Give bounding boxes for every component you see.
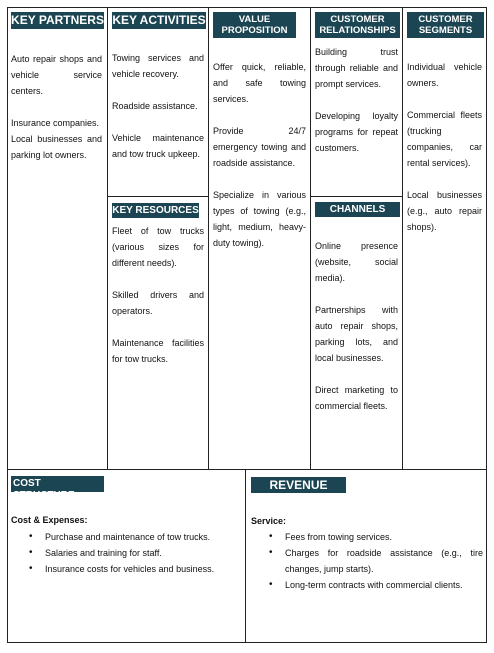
channels-text-1: Online presence (website, social media). bbox=[315, 241, 398, 283]
channels-text-3: Direct marketing to commercial fleets. bbox=[315, 385, 398, 411]
revenue-subtitle: Service: bbox=[251, 516, 287, 526]
value-proposition-text-2: Provide 24/7 emergency towing and roadside assistance. bbox=[213, 126, 306, 168]
divider-h-main bbox=[7, 469, 487, 470]
divider-v3 bbox=[310, 7, 311, 469]
customer-relationships-text-1: Building trust through reliable and prompt services. bbox=[315, 47, 398, 89]
cost-item-3: • Insurance costs for vehicles and business. bbox=[11, 561, 241, 577]
channels-content bbox=[315, 238, 398, 430]
cost-item-1: • Purchase and maintenance of tow trucks. bbox=[11, 529, 241, 545]
value-proposition-header bbox=[213, 12, 296, 38]
divider-h-relationships bbox=[310, 196, 403, 197]
channels-header bbox=[315, 202, 400, 217]
revenue-list bbox=[251, 529, 483, 593]
key-resources-text-2: Skilled drivers and operators. bbox=[112, 290, 204, 316]
divider-v2 bbox=[208, 7, 209, 469]
border-left bbox=[7, 7, 8, 643]
key-activities-title: KEY ACTIVITIES bbox=[112, 13, 206, 27]
customer-segments-text-1: Individual vehicle owners. bbox=[407, 62, 482, 88]
customer-segments-text-2: Commercial fleets (trucking companies, car rental services). bbox=[407, 110, 482, 168]
channels-title: CHANNELS bbox=[329, 204, 386, 215]
customer-relationships-title-2: RELATIONSHIPS bbox=[319, 25, 396, 36]
cost-item-2: • Salaries and training for staff. bbox=[11, 545, 241, 561]
customer-relationships-header bbox=[315, 12, 400, 38]
key-partners-content bbox=[11, 51, 102, 179]
revenue-item-2: • Charges for roadside assistance (e.g., tire changes, jump starts). bbox=[251, 545, 483, 577]
customer-segments-title-1: CUSTOMER bbox=[418, 14, 473, 25]
cost-structure-list bbox=[11, 529, 241, 577]
key-partners-text-2: Insurance companies. bbox=[11, 118, 100, 128]
key-resources-text-1: Fleet of tow trucks (various sizes for different needs). bbox=[112, 226, 204, 268]
customer-relationships-title-1: CUSTOMER bbox=[330, 14, 385, 25]
key-activities-text-1: Towing services and vehicle recovery. bbox=[112, 53, 204, 79]
customer-relationships-text-2: Developing loyalty programs for repeat customers. bbox=[315, 111, 398, 153]
value-proposition-text-1: Offer quick, reliable, and safe towing services. bbox=[213, 62, 306, 104]
divider-h-activities bbox=[107, 196, 209, 197]
key-partners-title: KEY PARTNERS bbox=[11, 13, 104, 27]
customer-relationships-content bbox=[315, 44, 398, 172]
border-top bbox=[7, 7, 487, 8]
key-resources-content bbox=[112, 223, 204, 383]
key-activities-content bbox=[112, 50, 204, 178]
border-right bbox=[486, 7, 487, 643]
key-partners-text-1: Auto repair shops and vehicle service centers. bbox=[11, 54, 102, 96]
key-resources-header bbox=[112, 203, 199, 218]
revenue-item-1: • Fees from towing services. bbox=[251, 529, 483, 545]
value-proposition-title-1: VALUE bbox=[238, 14, 271, 25]
key-activities-header bbox=[112, 12, 206, 29]
key-activities-text-3: Vehicle maintenance and tow truck upkeep. bbox=[112, 133, 204, 159]
key-resources-text-3: Maintenance facilities for tow trucks. bbox=[112, 338, 204, 364]
customer-segments-content bbox=[407, 59, 482, 251]
customer-segments-title-2: SEGMENTS bbox=[418, 25, 473, 36]
revenue-item-3: • Long-term contracts with commercial clients. bbox=[251, 577, 483, 593]
customer-segments-header bbox=[407, 12, 484, 38]
cost-structure-header bbox=[11, 476, 104, 501]
key-partners-header bbox=[11, 12, 104, 29]
divider-v1 bbox=[107, 7, 108, 469]
key-partners-text-3: Local businesses and parking lot owners. bbox=[11, 134, 102, 160]
revenue-title: REVENUE bbox=[269, 478, 328, 492]
value-proposition-text-3: Specialize in various types of towing (e.g., light, medium, heavy-duty towing). bbox=[213, 190, 306, 248]
cost-structure-subtitle: Cost & Expenses: bbox=[11, 515, 88, 525]
revenue-header bbox=[251, 477, 346, 493]
divider-v-bottom bbox=[245, 469, 246, 643]
cost-structure-title: COST STRUCTURE bbox=[13, 478, 75, 501]
value-proposition-content bbox=[213, 59, 306, 267]
customer-segments-text-3: Local businesses (e.g., auto repair shops). bbox=[407, 190, 482, 232]
border-bottom bbox=[7, 642, 487, 643]
channels-text-2: Partnerships with auto repair shops, parking lots, and local businesses. bbox=[315, 305, 398, 363]
key-activities-text-2: Roadside assistance. bbox=[112, 101, 198, 111]
divider-v4 bbox=[402, 7, 403, 469]
key-resources-title: KEY RESOURCES bbox=[112, 205, 199, 216]
value-proposition-title-2: PROPOSITION bbox=[221, 25, 288, 36]
